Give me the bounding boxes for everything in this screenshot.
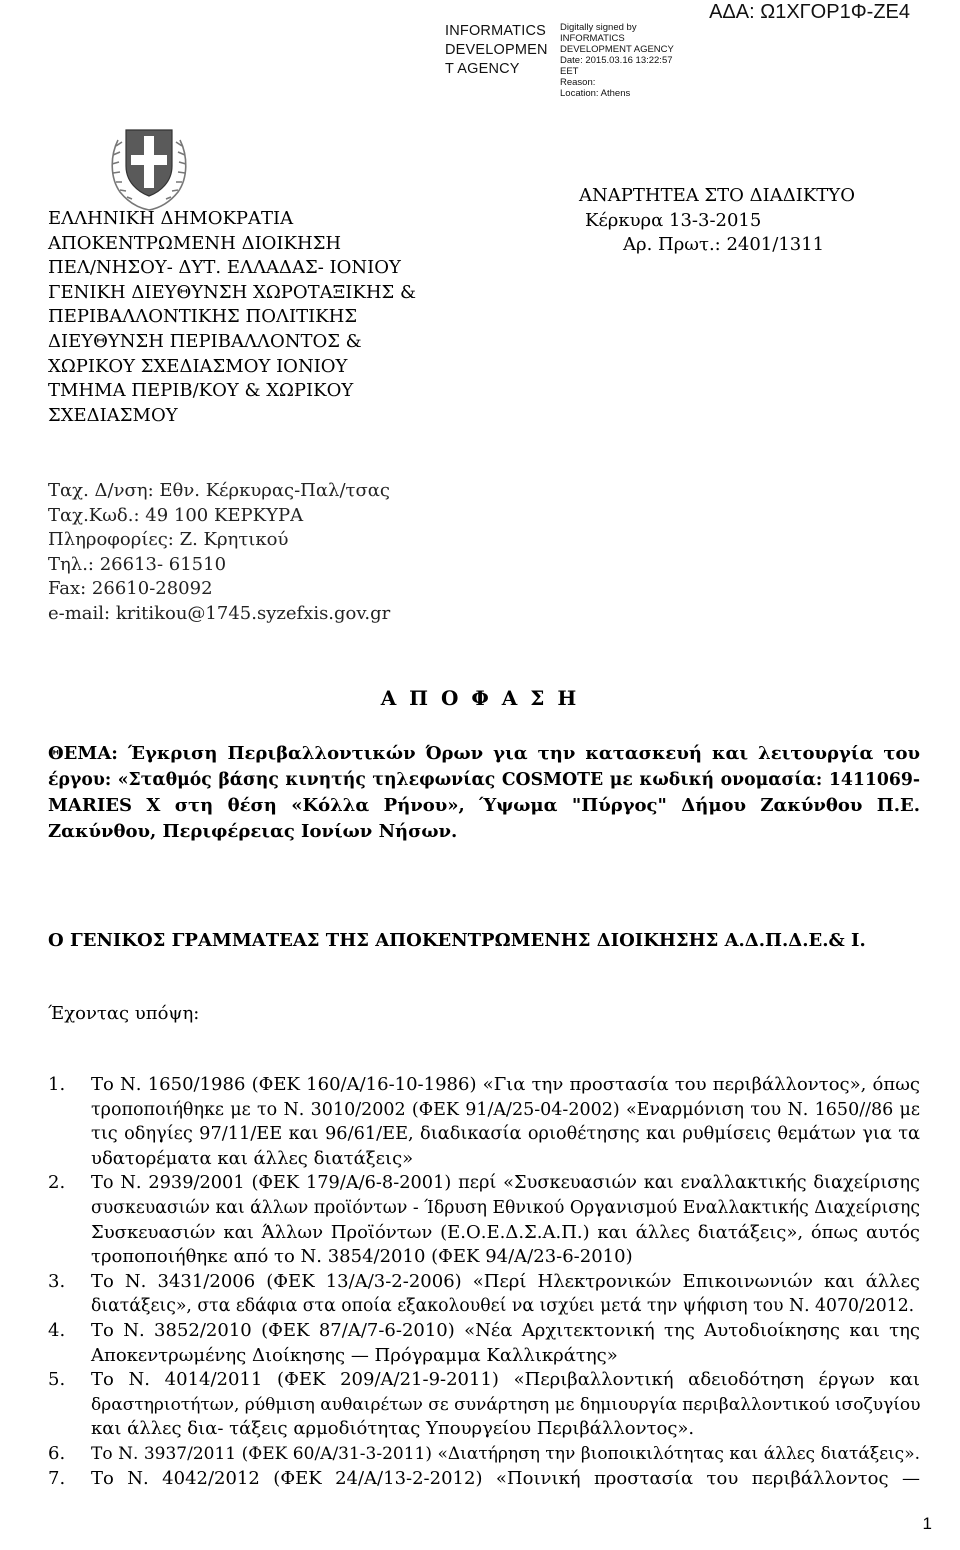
phone-number: Τηλ.: 26613- 61510 xyxy=(48,553,227,575)
list-item-number: 3. xyxy=(48,1270,66,1292)
ada-code: ΑΔΑ: Ω1ΧΓΟΡ1Φ-ΖΕ4 xyxy=(709,1,910,23)
list-item-line: τροποποιήθηκε με το Ν. 3010/2002 (ΦΕΚ 91/Α/25-04-2002) «Εναρμόνιση του Ν. 1650//86 με xyxy=(91,1099,920,1120)
list-item xyxy=(48,1368,920,1442)
header-line: ΠΕΛ/ΝΗΣΟΥ- ΔΥΤ. ΕΛΛΑΔΑΣ- ΙΟΝΙΟΥ xyxy=(48,257,401,279)
header-line: ΓΕΝΙΚΗ ΔΙΕΥΘΥΝΣΗ ΧΩΡΟΤΑΞΙΚΗΣ & xyxy=(48,281,417,303)
list-item-number: 6. xyxy=(48,1442,66,1464)
list-item xyxy=(48,1442,920,1467)
signature-name-line: DEVELOPMEN xyxy=(445,42,548,58)
list-item xyxy=(48,1171,920,1269)
posting-notice: ΑΝΑΡΤΗΤΕΑ ΣΤΟ ΔΙΑΔΙΚΤΥΟ xyxy=(579,185,855,206)
document-title: Α Π Ο Φ Α Σ Η xyxy=(380,686,580,710)
list-item-line: διατάξεις», στα εδάφια στα οποία εξακολουθεί να ισχύει μετά την ψήφιση του Ν. 4070/2012. xyxy=(91,1296,915,1317)
list-item-line: Το Ν. 2939/2001 (ΦΕΚ 179/Α/6-8-2001) περί «Συσκευασιών και εναλλακτικής διαχείρισης xyxy=(91,1173,920,1194)
list-item-line: Το Ν. 3937/2011 (ΦΕΚ 60/Α/31-3-2011) «Διατήρηση την βιοποικιλότητας και άλλες διατάξεις». xyxy=(91,1443,920,1464)
list-item-line: υδατορέματα και άλλες διατάξεις» xyxy=(91,1147,414,1169)
signature-signer-name xyxy=(445,22,560,79)
signature-detail-line: Location: Athens xyxy=(560,88,631,99)
issuing-authority-header xyxy=(48,207,478,428)
header-line: ΧΩΡΙΚΟΥ ΣΧΕΔΙΑΣΜΟΥ ΙΟΝΙΟΥ xyxy=(48,355,348,377)
header-line: ΠΕΡΙΒΑΛΛΟΝΤΙΚΗΣ ΠΟΛΙΤΙΚΗΣ xyxy=(48,306,358,328)
postal-address: Ταχ. Δ/νση: Εθν. Κέρκυρας-Παλ/τσας xyxy=(48,480,390,501)
list-item-line: Το Ν. 1650/1986 (ΦΕΚ 160/Α/16-10-1986) «Για την προστασία του περιβάλλοντος», όπως xyxy=(91,1074,920,1095)
header-line: ΤΜΗΜΑ ΠΕΡΙΒ/ΚΟΥ & ΧΩΡΙΚΟΥ xyxy=(48,380,354,402)
signature-detail-line: Date: 2015.03.16 13:22:57 xyxy=(560,55,673,66)
list-item-line: Το Ν. 3431/2006 (ΦΕΚ 13/Α/3-2-2006) «Περί Ηλεκτρονικών Επικοινωνιών και άλλες xyxy=(91,1270,920,1292)
signature-detail-line: Reason: xyxy=(560,77,596,88)
signature-name-line: T AGENCY xyxy=(445,61,520,77)
header-line: ΔΙΕΥΘΥΝΣΗ ΠΕΡΙΒΑΛΛΟΝΤΟΣ & xyxy=(48,330,362,352)
subject-line: έργου: «Σταθμός βάσης κινητής τηλεφωνίας COSMOTE με κωδική ονομασία: 1411069- xyxy=(48,770,920,790)
place-date: Κέρκυρα 13-3-2015 xyxy=(585,209,762,231)
list-item-number: 2. xyxy=(48,1172,66,1194)
page-number: 1 xyxy=(922,1514,932,1533)
signature-details xyxy=(560,22,710,99)
subject-line: ΘΕΜΑ: Έγκριση Περιβαλλοντικών Όρων για την κατασκευή και λειτουργία του xyxy=(48,743,920,764)
email-address: e-mail: kritikou@1745.syzefxis.gov.gr xyxy=(48,602,391,624)
subject-line: Ζακύνθου, Περιφέρειας Ιονίων Νήσων. xyxy=(48,821,458,842)
information-contact: Πληροφορίες: Ζ. Κρητικού xyxy=(48,529,289,551)
list-item-line: δραστηριοτήτων, ρύθμιση αυθαιρέτων σε συνάρτηση με δημιουργία περιβαλλοντικού ισοζυγίου xyxy=(91,1394,921,1415)
list-item-line: Το Ν. 4014/2011 (ΦΕΚ 209/Α/21-9-2011) «Περιβαλλοντική αδειοδότηση έργων και xyxy=(91,1369,920,1391)
list-item-line: Το Ν. 4042/2012 (ΦΕΚ 24/Α/13-2-2012) «Ποινική προστασία του περιβάλλοντος — xyxy=(91,1467,920,1489)
header-line: ΣΧΕΔΙΑΣΜΟΥ xyxy=(48,404,178,426)
list-item-number: 4. xyxy=(48,1319,66,1341)
list-item-line: Αποκεντρωμένης Διοίκησης — Πρόγραμμα Καλλικράτης» xyxy=(91,1344,618,1366)
contact-details xyxy=(48,479,390,627)
document-reference xyxy=(579,184,915,258)
signature-detail-line: EET xyxy=(560,66,579,77)
list-item xyxy=(48,1319,920,1368)
list-item-line: συσκευασιών και άλλων προϊόντων - Ίδρυση Εθνικού Οργανισμού Εναλλακτικής Διαχείρισης xyxy=(91,1197,920,1218)
header-line: ΕΛΛΗΝΙΚΗ ΔΗΜΟΚΡΑΤΙΑ xyxy=(48,208,294,229)
having-considered: Έχοντας υπόψη: xyxy=(48,1003,200,1024)
subject-line: MARIES X στη θέση «Κόλλα Ρήνου», Ύψωμα "Πύργος" Δήμου Ζακύνθου Π.Ε. xyxy=(48,795,920,816)
list-item-line: και άλλες δια- τάξεις αρμοδιότητας Υπουργείου Περιβάλλοντος». xyxy=(91,1418,695,1440)
list-item xyxy=(48,1073,920,1171)
postal-code: Ταχ.Κωδ.: 49 100 ΚΕΡΚΥΡΑ xyxy=(48,504,304,526)
list-item xyxy=(48,1467,920,1492)
list-item-line: τις οδηγίες 97/11/ΕΕ και 96/61/ΕΕ, διαδικασία οριοθέτησης και ρυθμίσεις θεμάτων για τα xyxy=(91,1124,920,1145)
signature-detail-line: Digitally signed by xyxy=(560,22,637,33)
decision-subject xyxy=(48,741,920,845)
list-item-line: Το Ν. 3852/2010 (ΦΕΚ 87/Α/7-6-2010) «Νέα Αρχιτεκτονική της Αυτοδιοίκησης και της xyxy=(91,1319,920,1341)
list-item-number: 7. xyxy=(48,1467,66,1489)
header-line: ΑΠΟΚΕΝΤΡΩΜΕΝΗ ΔΙΟΙΚΗΣΗ xyxy=(48,232,342,254)
signature-detail-line: DEVELOPMENT AGENCY xyxy=(560,44,674,55)
list-item xyxy=(48,1270,920,1319)
legal-basis-list xyxy=(48,1073,920,1491)
list-item-number: 1. xyxy=(48,1074,66,1095)
fax-number: Fax: 26610-28092 xyxy=(48,578,213,600)
list-item-line: Συσκευασιών και Άλλων Προϊόντων (Ε.Ο.Ε.Δ.Σ.Α.Π.) και άλλες διατάξεις», όπως αυτός xyxy=(91,1221,920,1243)
signature-name-line: INFORMATICS xyxy=(445,23,547,39)
signature-detail-line: INFORMATICS xyxy=(560,33,625,44)
list-item-number: 5. xyxy=(48,1369,66,1391)
issuing-official-heading: Ο ΓΕΝΙΚΟΣ ΓΡΑΜΜΑΤΕΑΣ ΤΗΣ ΑΠΟΚΕΝΤΡΩΜΕΝΗΣ ΔΙΟΙΚΗΣΗΣ Α.Δ.Π.Δ.Ε.& Ι. xyxy=(48,930,866,951)
protocol-number: Αρ. Πρωτ.: 2401/1311 xyxy=(623,234,825,256)
greek-coat-of-arms-icon xyxy=(104,120,194,212)
list-item-line: τροποποιήθηκε από το Ν. 3854/2010 (ΦΕΚ 94/Α/23-6-2010) xyxy=(91,1246,633,1268)
